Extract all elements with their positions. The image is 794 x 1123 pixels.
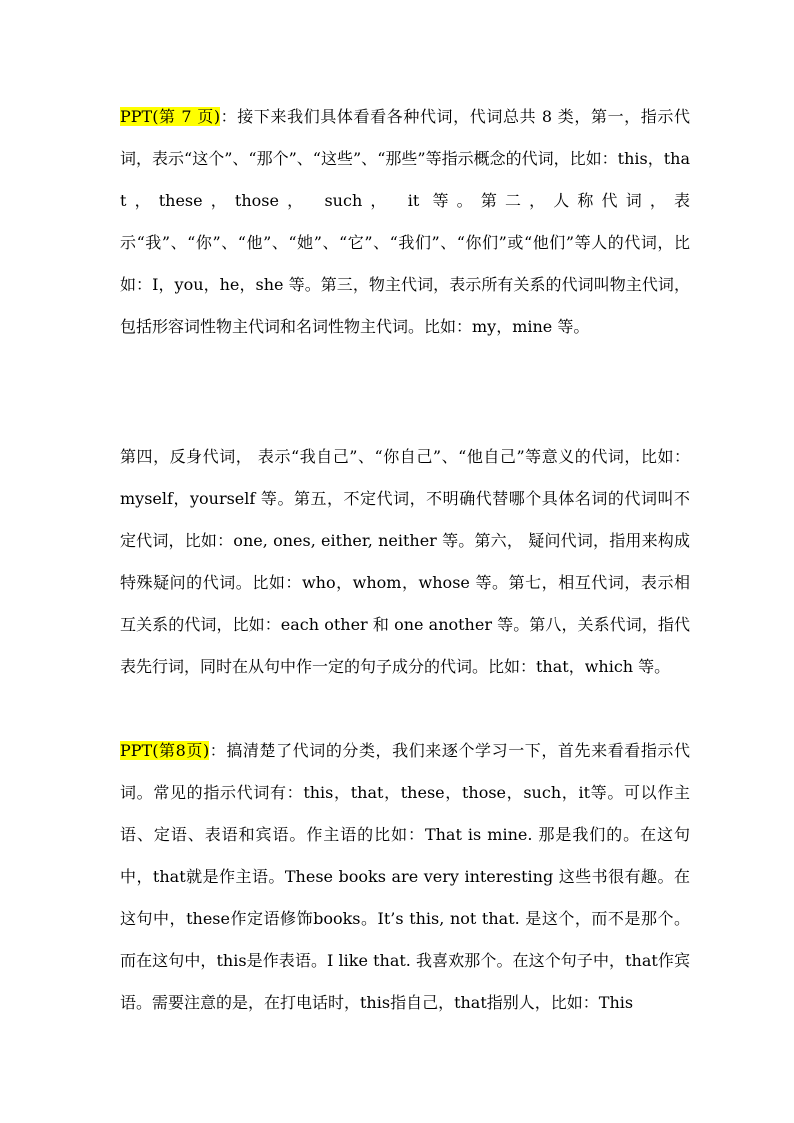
paragraph-text: ：接下来我们具体看看各种代词，代词总共 8 类，第一，指示代词，表示“这个”、“那个”、“这些”、“那些”等指示概念的代词，比如：this，that，these，those， such， it 等。第二，人称代词，表示“我”、“你”、“他”、“她”、“它”、“我们”、“你们”或“他们”等人的代词，比如：I，you，he，she 等。第三，物主代词，表示所有关系的代词叫物主代词，包括形容词性物主代词和名词性物主代词。比如：my，mine 等。 (120, 107, 690, 336)
paragraph-ppt-page-8 (120, 730, 690, 1024)
highlighted-slide-label: PPT(第 7 页) (120, 107, 221, 126)
paragraph-pronoun-types-4-8 (120, 436, 690, 688)
paragraph-text: ：搞清楚了代词的分类，我们来逐个学习一下，首先来看看指示代词。常见的指示代词有：this，that，these，those，such，it等。可以作主语、定语、表语和宾语。作主语的比如：That is mine. 那是我们的。在这句中，that就是作主语。These books are very interesting 这些书很有趣。在这句中，these作定语修饰books。It’s this, not that. 是这个，而不是那个。而在这句中，this是作表语。I like that. 我喜欢那个。在这个句子中，that作宾语。需要注意的是，在打电话时，this指自己，that指别人，比如：This (120, 741, 690, 1012)
highlighted-slide-label: PPT(第8页) (120, 741, 210, 760)
paragraph-text: 第四，反身代词， 表示“我自己”、“你自己”、“他自己”等意义的代词，比如： myself，yourself 等。第五，不定代词，不明确代替哪个具体名词的代词叫不定代词，比如：one, ones, either, neither 等。第六， 疑问代词，指用来构成特殊疑问的代词。比如：who，whom，whose 等。第七，相互代词，表示相互关系的代词，比如：each other 和 one another 等。第八，关系代词，指代表先行词，同时在从句中作一定的句子成分的代词。比如：that，which 等。 (120, 447, 690, 676)
paragraph-ppt-page-7 (120, 96, 690, 348)
